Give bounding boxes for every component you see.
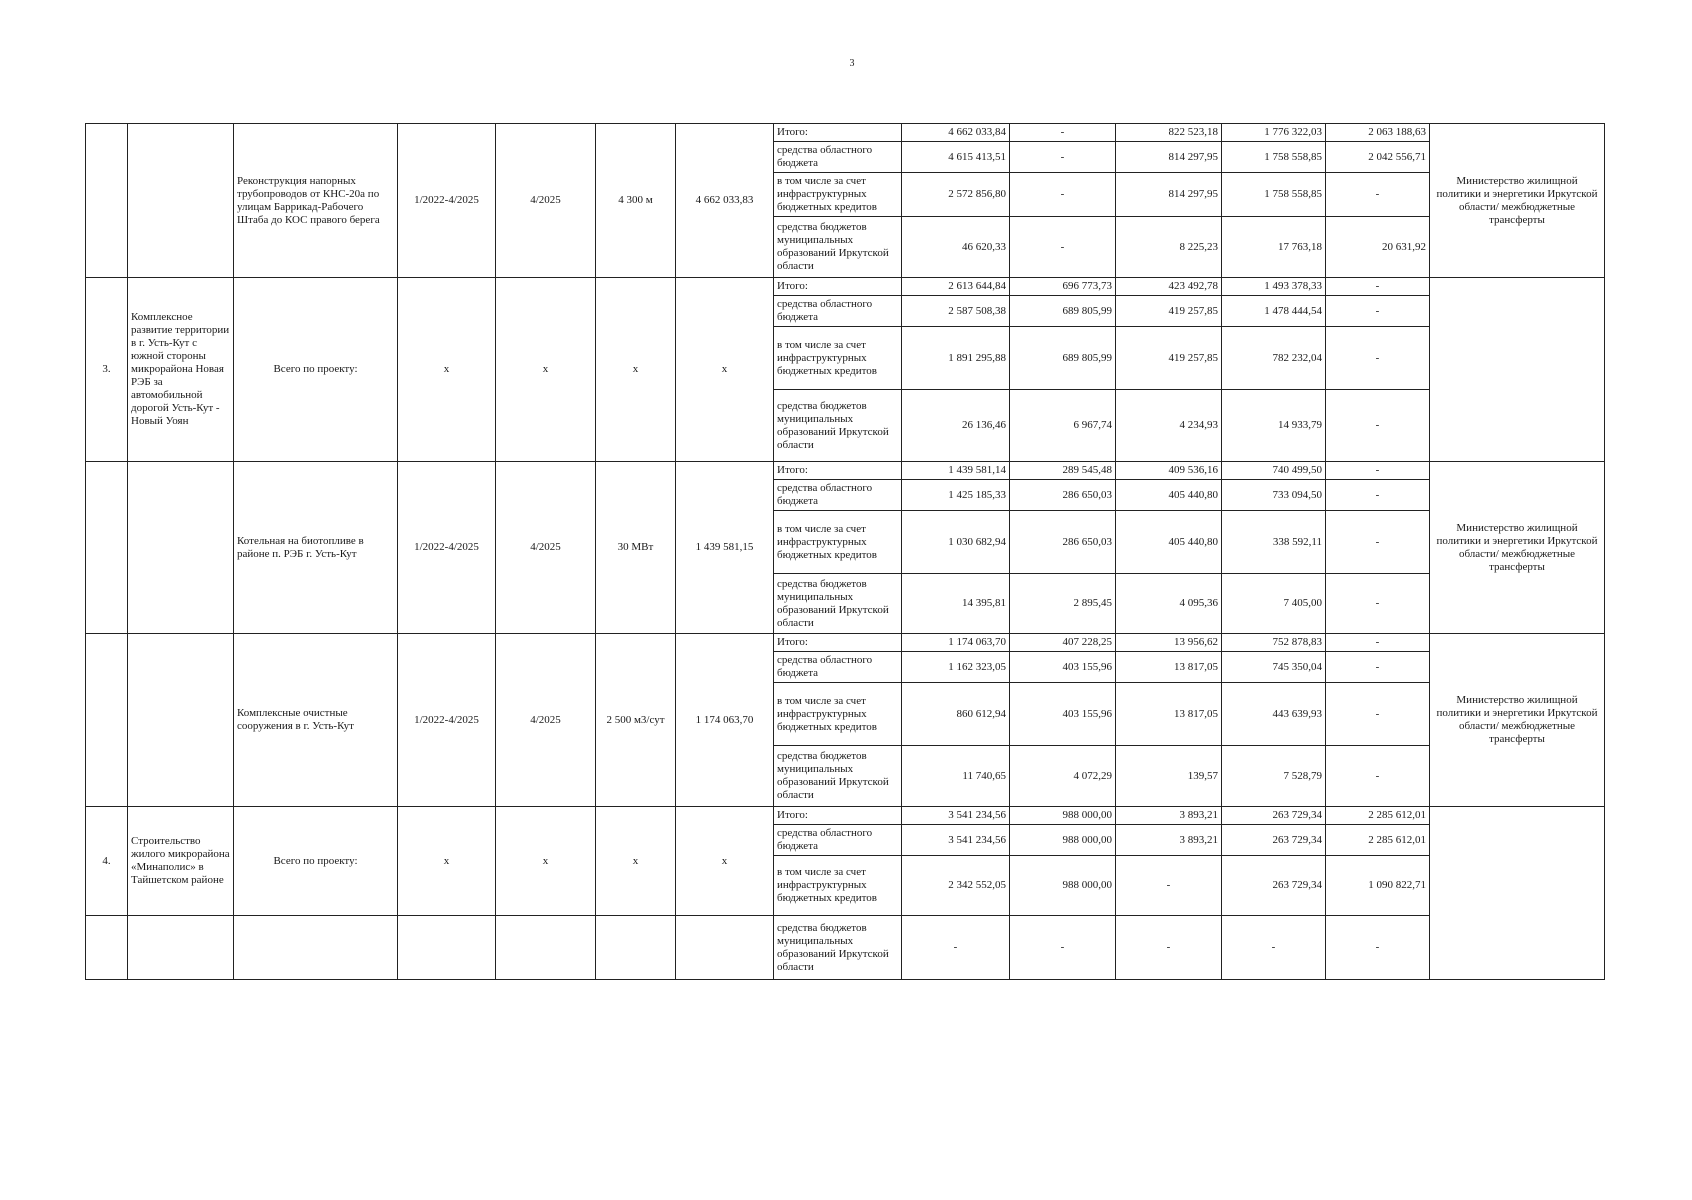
- object-name: Реконструкция напорных трубопроводов от КНС-20а по улицам Баррикад-Рабочего Штаба до КОС правого берега: [234, 124, 398, 278]
- object-name: Всего по проекту:: [234, 278, 398, 462]
- table-row: [86, 278, 1605, 296]
- amount-year-2: 419 257,85: [1116, 327, 1222, 390]
- implementation-period: 1/2022-4/2025: [398, 634, 496, 807]
- amount-year-4: 20 631,92: [1326, 217, 1430, 278]
- funding-source: в том числе за счет инфраструктурных бюджетных кредитов: [774, 511, 902, 574]
- amount-year-2: 8 225,23: [1116, 217, 1222, 278]
- amount-total: 1 030 682,94: [902, 511, 1010, 574]
- amount-total: 1 174 063,70: [902, 634, 1010, 652]
- empty-cell: [676, 916, 774, 980]
- amount-year-1: -: [1010, 124, 1116, 142]
- item-number: 3.: [86, 278, 128, 462]
- project-name: [128, 462, 234, 634]
- funding-source: в том числе за счет инфраструктурных бюджетных кредитов: [774, 173, 902, 217]
- funding-source: средства бюджетов муниципальных образований Иркутской области: [774, 574, 902, 634]
- empty-cell: [128, 916, 234, 980]
- amount-total: 1 425 185,33: [902, 480, 1010, 511]
- amount-total: 2 587 508,38: [902, 296, 1010, 327]
- table-row: [86, 634, 1605, 652]
- amount-year-1: -: [1010, 217, 1116, 278]
- capacity: 2 500 м3/сут: [596, 634, 676, 807]
- amount-year-1: 6 967,74: [1010, 390, 1116, 462]
- amount-year-4: -: [1326, 916, 1430, 980]
- funding-source: средства областного бюджета: [774, 296, 902, 327]
- amount-year-3: 1 493 378,33: [1222, 278, 1326, 296]
- amount-total: 1 891 295,88: [902, 327, 1010, 390]
- table-row: [86, 124, 1605, 142]
- item-number: [86, 124, 128, 278]
- amount-year-2: 405 440,80: [1116, 511, 1222, 574]
- object-name: Всего по проекту:: [234, 807, 398, 916]
- funding-source: средства областного бюджета: [774, 142, 902, 173]
- amount-total: 4 615 413,51: [902, 142, 1010, 173]
- amount-total: 2 572 856,80: [902, 173, 1010, 217]
- project-name: [128, 124, 234, 278]
- amount-year-1: 2 895,45: [1010, 574, 1116, 634]
- funding-source: средства областного бюджета: [774, 825, 902, 856]
- amount-year-2: -: [1116, 856, 1222, 916]
- project-name: [128, 634, 234, 807]
- amount-year-1: 988 000,00: [1010, 856, 1116, 916]
- amount-year-4: -: [1326, 511, 1430, 574]
- amount-year-4: -: [1326, 574, 1430, 634]
- responsible-ministry: Министерство жилищной политики и энергетики Иркутской области/ межбюджетные трансферты: [1430, 462, 1605, 634]
- estimated-cost: х: [676, 278, 774, 462]
- amount-year-4: -: [1326, 278, 1430, 296]
- amount-total: 1 162 323,05: [902, 652, 1010, 683]
- object-name: Комплексные очистные сооружения в г. Усть-Кут: [234, 634, 398, 807]
- amount-year-3: 745 350,04: [1222, 652, 1326, 683]
- amount-year-4: 2 285 612,01: [1326, 825, 1430, 856]
- funding-source: Итого:: [774, 807, 902, 825]
- amount-year-1: -: [1010, 142, 1116, 173]
- amount-year-1: 286 650,03: [1010, 511, 1116, 574]
- amount-year-4: -: [1326, 683, 1430, 746]
- funding-source: средства бюджетов муниципальных образований Иркутской области: [774, 217, 902, 278]
- funding-source: средства бюджетов муниципальных образований Иркутской области: [774, 916, 902, 980]
- amount-year-3: 14 933,79: [1222, 390, 1326, 462]
- amount-year-3: 752 878,83: [1222, 634, 1326, 652]
- amount-year-1: 289 545,48: [1010, 462, 1116, 480]
- amount-year-2: 822 523,18: [1116, 124, 1222, 142]
- amount-year-2: 405 440,80: [1116, 480, 1222, 511]
- amount-year-3: 263 729,34: [1222, 825, 1326, 856]
- amount-total: 26 136,46: [902, 390, 1010, 462]
- capacity: х: [596, 278, 676, 462]
- amount-year-1: 4 072,29: [1010, 746, 1116, 807]
- amount-year-4: -: [1326, 390, 1430, 462]
- amount-year-3: 782 232,04: [1222, 327, 1326, 390]
- estimated-cost: 1 174 063,70: [676, 634, 774, 807]
- amount-year-1: 696 773,73: [1010, 278, 1116, 296]
- capacity: х: [596, 807, 676, 916]
- funding-source: в том числе за счет инфраструктурных бюджетных кредитов: [774, 856, 902, 916]
- funding-source: Итого:: [774, 124, 902, 142]
- amount-year-4: 2 042 556,71: [1326, 142, 1430, 173]
- amount-total: 11 740,65: [902, 746, 1010, 807]
- amount-total: 860 612,94: [902, 683, 1010, 746]
- amount-year-3: 17 763,18: [1222, 217, 1326, 278]
- funding-source: в том числе за счет инфраструктурных бюджетных кредитов: [774, 327, 902, 390]
- empty-cell: [86, 916, 128, 980]
- capacity: 4 300 м: [596, 124, 676, 278]
- amount-year-4: -: [1326, 462, 1430, 480]
- amount-year-1: 403 155,96: [1010, 652, 1116, 683]
- capacity: 30 МВт: [596, 462, 676, 634]
- amount-total: 46 620,33: [902, 217, 1010, 278]
- amount-year-3: 1 776 322,03: [1222, 124, 1326, 142]
- funding-source: средства бюджетов муниципальных образований Иркутской области: [774, 746, 902, 807]
- amount-year-1: 286 650,03: [1010, 480, 1116, 511]
- funding-source: средства бюджетов муниципальных образований Иркутской области: [774, 390, 902, 462]
- amount-total: 4 662 033,84: [902, 124, 1010, 142]
- amount-total: -: [902, 916, 1010, 980]
- amount-year-3: 1 478 444,54: [1222, 296, 1326, 327]
- item-number: [86, 462, 128, 634]
- amount-year-4: -: [1326, 296, 1430, 327]
- amount-year-4: -: [1326, 173, 1430, 217]
- amount-year-3: 7 528,79: [1222, 746, 1326, 807]
- amount-year-1: 988 000,00: [1010, 825, 1116, 856]
- implementation-period: х: [398, 278, 496, 462]
- amount-year-2: 409 536,16: [1116, 462, 1222, 480]
- table-row: [86, 462, 1605, 480]
- amount-year-1: 407 228,25: [1010, 634, 1116, 652]
- commissioning-date: 4/2025: [496, 462, 596, 634]
- amount-year-3: 733 094,50: [1222, 480, 1326, 511]
- amount-year-1: 689 805,99: [1010, 327, 1116, 390]
- amount-year-4: -: [1326, 327, 1430, 390]
- amount-total: 2 342 552,05: [902, 856, 1010, 916]
- amount-year-1: -: [1010, 916, 1116, 980]
- amount-year-3: 740 499,50: [1222, 462, 1326, 480]
- empty-cell: [234, 916, 398, 980]
- responsible-ministry: Министерство жилищной политики и энергетики Иркутской области/ межбюджетные трансферты: [1430, 634, 1605, 807]
- funding-source: в том числе за счет инфраструктурных бюджетных кредитов: [774, 683, 902, 746]
- object-name: Котельная на биотопливе в районе п. РЭБ г. Усть-Кут: [234, 462, 398, 634]
- empty-cell: [496, 916, 596, 980]
- amount-year-2: 13 817,05: [1116, 683, 1222, 746]
- estimated-cost: 4 662 033,83: [676, 124, 774, 278]
- amount-year-3: 263 729,34: [1222, 856, 1326, 916]
- project-name: Комплексное развитие территории в г. Усть-Кут с южной стороны микрорайона Новая РЭБ за автомобильной дорогой Усть-Кут - Новый Уоян: [128, 278, 234, 462]
- estimated-cost: х: [676, 807, 774, 916]
- item-number: [86, 634, 128, 807]
- amount-year-2: 13 817,05: [1116, 652, 1222, 683]
- amount-year-3: 1 758 558,85: [1222, 173, 1326, 217]
- amount-total: 3 541 234,56: [902, 825, 1010, 856]
- amount-year-2: 423 492,78: [1116, 278, 1222, 296]
- amount-total: 14 395,81: [902, 574, 1010, 634]
- estimated-cost: 1 439 581,15: [676, 462, 774, 634]
- amount-year-2: 13 956,62: [1116, 634, 1222, 652]
- budget-table: [85, 123, 1605, 980]
- commissioning-date: 4/2025: [496, 124, 596, 278]
- amount-total: 3 541 234,56: [902, 807, 1010, 825]
- funding-source: средства областного бюджета: [774, 480, 902, 511]
- funding-source: Итого:: [774, 278, 902, 296]
- implementation-period: 1/2022-4/2025: [398, 124, 496, 278]
- amount-year-2: 4 095,36: [1116, 574, 1222, 634]
- amount-year-2: 4 234,93: [1116, 390, 1222, 462]
- commissioning-date: х: [496, 278, 596, 462]
- amount-year-4: -: [1326, 480, 1430, 511]
- amount-year-4: 2 285 612,01: [1326, 807, 1430, 825]
- funding-source: средства областного бюджета: [774, 652, 902, 683]
- amount-year-2: 419 257,85: [1116, 296, 1222, 327]
- item-number: 4.: [86, 807, 128, 916]
- table-row: [86, 807, 1605, 825]
- amount-year-1: 403 155,96: [1010, 683, 1116, 746]
- amount-year-4: 1 090 822,71: [1326, 856, 1430, 916]
- responsible-ministry: [1430, 278, 1605, 462]
- amount-year-2: 3 893,21: [1116, 807, 1222, 825]
- amount-total: 2 613 644,84: [902, 278, 1010, 296]
- amount-year-4: -: [1326, 746, 1430, 807]
- amount-year-3: 7 405,00: [1222, 574, 1326, 634]
- amount-total: 1 439 581,14: [902, 462, 1010, 480]
- funding-source: Итого:: [774, 634, 902, 652]
- funding-source: Итого:: [774, 462, 902, 480]
- amount-year-2: 139,57: [1116, 746, 1222, 807]
- amount-year-2: 814 297,95: [1116, 173, 1222, 217]
- commissioning-date: 4/2025: [496, 634, 596, 807]
- amount-year-2: 3 893,21: [1116, 825, 1222, 856]
- amount-year-3: 443 639,93: [1222, 683, 1326, 746]
- amount-year-3: -: [1222, 916, 1326, 980]
- amount-year-3: 338 592,11: [1222, 511, 1326, 574]
- project-name: Строительство жилого микрорайона «Минаполис» в Тайшетском районе: [128, 807, 234, 916]
- amount-year-4: -: [1326, 652, 1430, 683]
- empty-cell: [596, 916, 676, 980]
- amount-year-1: -: [1010, 173, 1116, 217]
- implementation-period: х: [398, 807, 496, 916]
- page-number: 3: [849, 58, 855, 69]
- responsible-ministry: [1430, 807, 1605, 980]
- amount-year-3: 263 729,34: [1222, 807, 1326, 825]
- commissioning-date: х: [496, 807, 596, 916]
- amount-year-1: 689 805,99: [1010, 296, 1116, 327]
- amount-year-2: -: [1116, 916, 1222, 980]
- implementation-period: 1/2022-4/2025: [398, 462, 496, 634]
- table-row: [86, 916, 1605, 980]
- empty-cell: [398, 916, 496, 980]
- amount-year-3: 1 758 558,85: [1222, 142, 1326, 173]
- amount-year-4: 2 063 188,63: [1326, 124, 1430, 142]
- responsible-ministry: Министерство жилищной политики и энергетики Иркутской области/ межбюджетные трансферты: [1430, 124, 1605, 278]
- amount-year-4: -: [1326, 634, 1430, 652]
- amount-year-2: 814 297,95: [1116, 142, 1222, 173]
- amount-year-1: 988 000,00: [1010, 807, 1116, 825]
